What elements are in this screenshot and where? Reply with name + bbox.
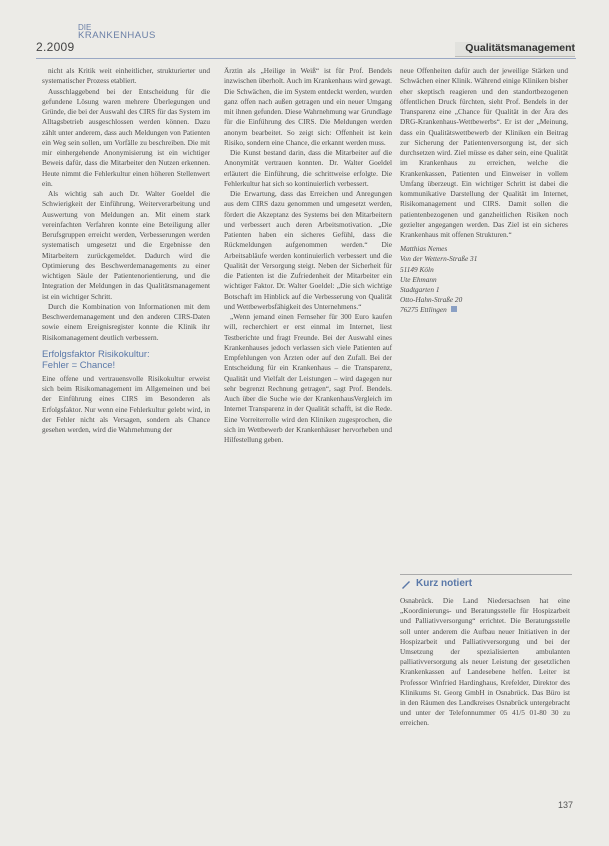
- subheading-line: Erfolgsfaktor Risikokultur:: [42, 348, 150, 360]
- address-line: 51149 Köln: [400, 264, 434, 274]
- kurz-notiert-title: Kurz notiert: [416, 578, 473, 589]
- address-line: [400, 305, 568, 315]
- address-line: Otto-Hahn-Straße 20: [400, 295, 463, 305]
- author-addresses: [400, 244, 568, 315]
- paragraph: Ausschlaggebend bei der Entscheidung für die gefundene Lösung waren mehrere Überlegungen und Gründe, die bei der Auswahl des CIRS für das System im Alltagsbetrieb ausgeschlossen werden können. Dazu zählt unter anderem, dass auch Meldungen von Patienten ein Weg sein sollen, um Vorfälle zu beschreiben. Die mit mir einhergehende Anonymisierung ist ein wichtiger Beweis dafür, dass die Mitarbeiter den Nutzen erkennen. Heute nimmt die Fehlerkultur einen höheren Stellenwert ein.: [42, 86, 211, 188]
- issue-number: 2.2009: [36, 40, 75, 54]
- paragraph: neue Offenheiten dafür auch der jeweilige Stärken und Schwächen einer Klinik. Während einige Kliniken bisher eher skeptisch reagieren und den standortbezogenen öffentlichen Druck fürchten, sieht Prof. Bendels in der Transparenz eine „Chance für Qualität in der Ära des DRG-Krankenhaus-Wettbewerbs“. Er ist der „Meinung, dass ein Qualitätswettbewerb der Kliniken ein Beitrag zur Sicherung der Patientenversorgung ist, der sich durchsetzen wird. Ziel müsse es daher sein, eine Qualität im Krankenhaus zu erreichen, welche die Krankenkassen, Patienten und Einweiser in vollem Umfang überzeugt. Ein wichtiger Schritt ist dabei die kommunikative Darstellung der Qualität im Internet, Risikomanagement und CIRS. Damit sollen die patientenbezogenen und ganzheitlichen Risiken noch gezielter angegangen werden. Das Ziel ist ein sicheres Krankenhaus mit offenen Strukturen.“: [400, 66, 568, 239]
- pencil-icon: [400, 578, 412, 590]
- paragraph: Die Kunst bestand darin, dass die Mitarbeiter auf die Anonymität vertrauen konnten. Dr. Walter Goeldel erläutert die Einführung, die schrittweise erfolgte. Die Fehlerkultur hat sich so kontinuierlich verbessert.: [224, 148, 392, 188]
- column-1: [42, 66, 210, 435]
- address-line: Ute Ehmann: [400, 274, 437, 284]
- paragraph: Durch die Kombination von Informationen mit dem Beschwerdemanagement und den anderen CIRS-Daten sowie einem Ereignisregister konnte die Klinik ihr Risikomanagement deutlich verbessern.: [42, 301, 210, 342]
- column-2: [224, 66, 392, 445]
- brand-large: KRANKENHAUS: [78, 30, 156, 41]
- address-line: Stadtgarten 1: [400, 285, 440, 295]
- section-title: Qualitätsmanagement: [465, 42, 575, 54]
- brand-small: DIE: [78, 23, 92, 32]
- subheading: [42, 349, 210, 371]
- page-number: 137: [557, 800, 573, 810]
- column-3: [400, 66, 568, 316]
- kurz-notiert-body: [400, 596, 570, 729]
- paragraph: Ärztin als „Heilige in Weiß“ ist für Prof. Bendels inzwischen überholt. Auch im Krankenhaus wird gewagt. Die Schwächen, die im System entdeckt werden, wurden ganz offen nach außen getragen und ein neuer Umgang mit ihnen gefunden. Diese Wahrnehmung war Grundlage für die Einführung des CIRS. Die Meldungen werden anonym bearbeitet. So zeigt sich: Offenheit ist kein Risiko, sondern eine Chance, die erkannt werden muss.: [224, 66, 392, 147]
- kurz-notiert-header: [400, 574, 572, 593]
- journal-logo: [78, 24, 156, 40]
- paragraph: Die Erwartung, dass das Erreichen und Anregungen aus dem CIRS dazu genommen und umgesetzt werden, fördert die Akzeptanz des Systems bei den Mitarbeitern und verbessert auch deren Arbeitsmotivation. „Die Patienten haben ein sicheres Gefühl, dass die Rückmeldungen aufgenommen werden.“ Die Arbeitsabläufe werden kontinuierlich verbessert und die Qualität der Versorgung steigt. Neben der Sicherheit für die Patienten ist die Zufriedenheit der Mitarbeiter ein wichtiger Faktor. Dr. Walter Goeldel: „Die sich wichtige Botschaft im Hinblick auf die Verbesserung von Qualität und Wettbewerbsfähigkeit des Unternehmens.“: [224, 189, 392, 311]
- address-line: Matthias Nemes: [400, 244, 448, 254]
- page-header: [0, 0, 609, 70]
- address-line: Von der Wettern-Straße 31: [400, 254, 478, 264]
- subheading-line: Fehler = Chance!: [42, 359, 116, 371]
- paragraph: Eine offene und vertrauensvolle Risikokultur erweist sich beim Risikomanagement im Allgemeinen und bei der Einführung eines CIRS im Besonderen als Erfolgsfaktor. Nur wenn eine Fehlerkultur gelebt wird, in der Fehler nicht als Versagen, sondern als Chance gesehen werden, wird die Wahrnehmung der: [42, 373, 210, 434]
- end-mark-icon: [451, 306, 457, 312]
- paragraph: nicht als Kritik weit einheitlicher, strukturierter und systematischer Prozess etabliert.: [42, 66, 210, 86]
- paragraph: Osnabrück. Die Land Niedersachsen hat eine „Koordinierungs- und Beratungsstelle für Hospizarbeit und Palliativversorgung“ errichtet. Die Beratungsstelle soll unter anderem die Aufbau neuer Initiativen in der Hospizarbeit und Palliativversorgung und bei der Umsetzung der spezialisierten ambulanten palliativversorgung als neuer Leistung der gesetzlichen Krankenkassen auf Landesebene helfen. Leiter ist Professor Winfried Hardinghaus, Krefelder, Direktor des Klinikums St. Georg GmbH in Osnabrück. Das Büro ist in den Räumen des Landkreises Osnabrück untergebracht und unter der Telefonnummer 05 41/5 01-80 30 zu erreichen.: [400, 596, 570, 728]
- paragraph: „Wenn jemand einen Fernseher für 300 Euro kaufen will, recherchiert er erst einmal im Internet, liest Testberichte und fragt Freunde. Bei der Auswahl eines Krankenhauses jedoch verlassen sich viele Patienten auf Empfehlungen von Ärzten oder auf den Zufall. Bei der Entscheidung für ein Krankenhaus – die Transparenz, Qualität und Vielfalt der Leistungen – wird dagegen nur sehr begrenzt Rechnung getragen“, sagt Prof. Bendels. Auch über die Suche wie der KrankenhausVergleich im Internet Transparenz in der Qualität schafft, ist die Rede. Eine Vorreiterrolle wird den Kliniken zugesprochen, die sich im Wettbewerb der Krankenhäuser hervorheben und Hilfestellung geben.: [224, 312, 392, 444]
- paragraph: Als wichtig sah auch Dr. Walter Goeldel die Schwierigkeit der Einführung, Weiterverarbeitung und Auswertung von Meldungen an. Mit einem stark vereinfachten Verfahren konnte eine Beteiligung aller Berufsgruppen erreicht werden, Verbesserungen werden systematisch umgesetzt und die Ergebnisse den Mitarbeitern zurückgemeldet. Dadurch wird die Optimierung des Beschwerdemanagements zu einer wichtigen Säule der Patientenorientierung, und die Integration der Meldungen in das Qualitätsmanagement ist ein wichtiger Schritt.: [42, 189, 210, 301]
- header-rule: [36, 58, 576, 59]
- address-text: 76275 Ettlingen: [400, 305, 447, 315]
